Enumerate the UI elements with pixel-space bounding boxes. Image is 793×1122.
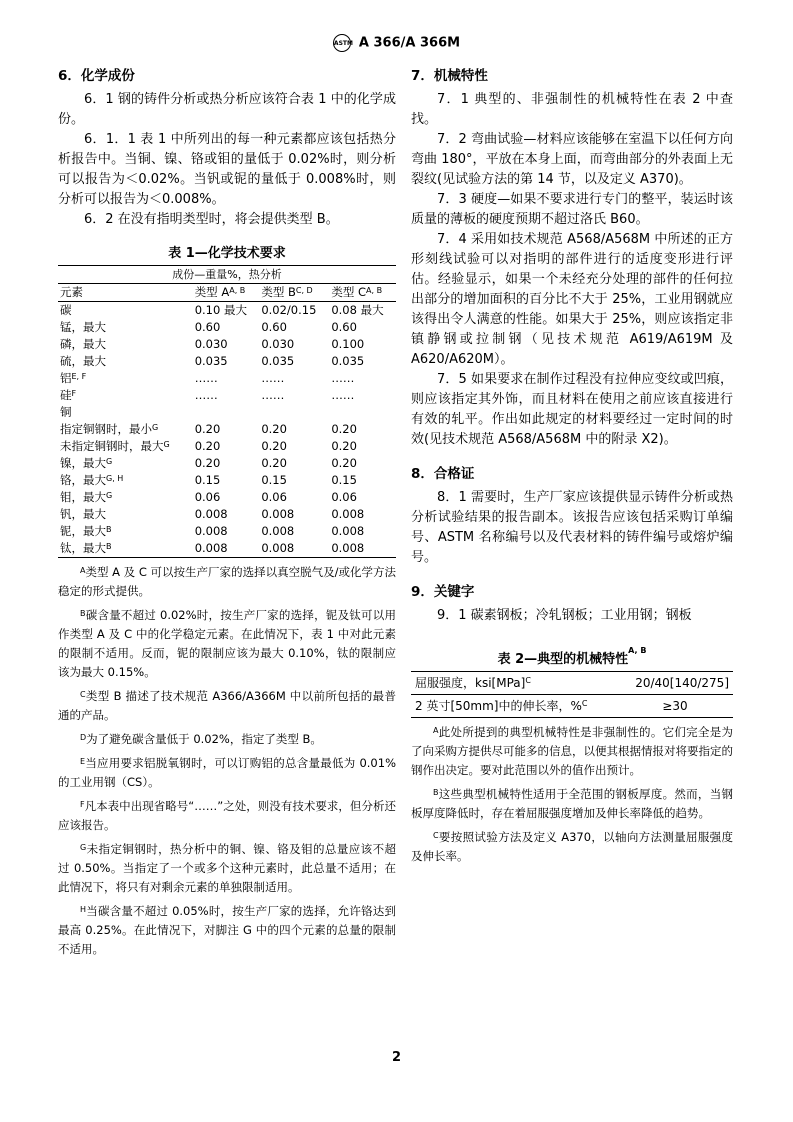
footnote: $^A$类型 A 及 C 可以按生产厂家的选择以真空脱气及/或化学方法稳定的形式提供。 <box>58 565 396 598</box>
section-8-title: 8．合格证 <box>411 466 475 482</box>
table1-header-row <box>58 284 396 302</box>
table1-row <box>58 438 396 455</box>
type-a-value: 0.06 <box>194 490 221 504</box>
type-a-value: …… <box>194 371 218 385</box>
table2-row1-value: 20/40[140/275] <box>617 672 733 695</box>
type-c-value: 0.20 <box>331 422 357 436</box>
type-b-value: …… <box>261 388 285 402</box>
type-c-value: 0.08 最大 <box>331 303 384 317</box>
type-a-value: 0.008 <box>193 540 260 558</box>
type-b-value: 0.60 <box>261 320 287 334</box>
type-b-value: 0.008 <box>261 524 295 538</box>
type-b-value: 0.030 <box>261 337 295 351</box>
type-c-value: 0.60 <box>331 320 357 334</box>
footnote: $^A$此处所提到的典型机械特性是非强制性的。它们完全是为了向采购方提供尽可能多的信息，以便其根据情报对将要指定的钢作出决定。要对此范围以外的值作出预计。 <box>411 725 733 777</box>
element-name: 钼，最大$^G$ <box>60 490 113 504</box>
type-a-value: 0.008 <box>194 507 228 521</box>
table1-row <box>58 319 396 336</box>
section-9-1: 9．1 碳素钢板；冷轧钢板；工业用钢；钢板 <box>437 608 692 623</box>
table1-row <box>58 421 396 438</box>
type-b-value: 0.15 <box>261 473 287 487</box>
type-a-value: 0.60 <box>194 320 221 334</box>
section-8-1: 8．1 需要时，生产厂家应该提供显示铸件分析或热分析试验结果的报告副本。该报告应该包括采购订单编号、ASTM 名称编号以及代表材料的铸件编号或熔炉编号。 <box>411 490 733 565</box>
table1 <box>58 265 396 558</box>
element-name: 磷，最大 <box>60 337 106 351</box>
table1-row <box>58 540 396 558</box>
footnote: $^D$为了避免碳含量低于 0.02%，指定了类型 B。 <box>80 732 322 746</box>
col-type-a: 类型 $A^{A, B}$ <box>193 284 260 302</box>
type-c-value: 0.008 <box>329 540 396 558</box>
section-6-2: 6．2 在没有指明类型时，将会提供类型 B。 <box>84 212 339 227</box>
element-name: 硅$^F$ <box>60 388 77 402</box>
footnote: $^B$这些典型机械特性适用于全范围的钢板厚度。然而，当钢板厚度降低时，存在着屈服强度增加及伸长率降低的趋势。 <box>411 787 733 820</box>
footnote: $^G$未指定铜钢时，热分析中的铜、镍、铬及钼的总量应该不超过 0.50%。当指定了一个或多个这种元素时，此总量不适用；在此情况下，将只有对剩余元素的单独限制适用。 <box>58 842 396 894</box>
type-a-value: 0.20 <box>194 439 221 453</box>
type-a-value: 0.10 最大 <box>194 303 247 317</box>
type-c-value: 0.20 <box>331 456 357 470</box>
table1-row <box>58 336 396 353</box>
type-c-value: 0.008 <box>331 507 365 521</box>
type-c-value: 0.008 <box>331 524 365 538</box>
type-b-value: 0.20 <box>261 422 287 436</box>
type-b-value: 0.20 <box>261 456 287 470</box>
type-a-value: 0.035 <box>194 354 228 368</box>
footnote: $^C$要按照试验方法及定义 A370，以轴向方法测量屈服强度及伸长率。 <box>411 830 733 863</box>
element-name: 铝$^{E, F}$ <box>60 371 87 385</box>
table1-row <box>58 455 396 472</box>
footnote: $^B$碳含量不超过 0.02%时，按生产厂家的选择，铌及钛可以用作类型 A 及 C 中的化学稳定元素。在此情况下，表 1 中对此元素的限制不适用。反而，铌的限制应该为最大 0.10%，钛的限制应该为最大 0.15%。 <box>58 608 396 679</box>
element-name: 钛，最大$^B$ <box>58 540 193 558</box>
type-c-value: 0.100 <box>331 337 365 351</box>
left-column <box>58 66 396 959</box>
section-7-5: 7．5 如果要求在制作过程没有拉伸应变纹或凹痕，则应该指定其外饰，而且材料在使用之前应该直接进行有效的轧平。作出如此规定的材料要经过一定时间的时效(见技术规范 A568/A568M 中的附录 X2)。 <box>411 372 733 447</box>
type-c-value: 0.035 <box>331 354 365 368</box>
type-b-value: 0.20 <box>261 439 287 453</box>
element-name: 铬，最大$^{G, H}$ <box>60 473 124 487</box>
table2-footnotes <box>411 723 733 866</box>
section-7-3: 7．3 硬度—如果不要求进行专门的整平，装运时该质量的薄板的硬度预期不超过洛氏 B60。 <box>411 192 733 227</box>
section-7-2: 7．2 弯曲试验—材料应该能够在室温下以任何方向弯曲 180°，平放在本身上面，而弯曲部分的外表面上无裂纹(见试验方法的第 14 节，以及定义 A370)。 <box>411 132 733 187</box>
type-a-value <box>193 404 260 421</box>
section-9-title: 9．关键字 <box>411 584 475 600</box>
type-a-value: 0.008 <box>194 524 228 538</box>
table1-row <box>58 353 396 370</box>
section-6-1-1: 6．1．1 表 1 中所列出的每一种元素都应该包括热分析报告中。当铜、镍、铬或钼的量低于 0.02%时，则分析可以报告为＜0.02%。当钒或铌的量低于 0.008%时，则分析可以报告为＜0.008%。 <box>58 132 396 207</box>
type-b-value: 0.008 <box>259 540 329 558</box>
type-a-value: 0.20 <box>194 456 221 470</box>
type-c-value <box>329 404 396 421</box>
element-name: 钒，最大 <box>60 507 106 521</box>
element-name: 铌，最大$^B$ <box>60 524 112 538</box>
type-c-value: …… <box>331 388 355 402</box>
table1-row <box>58 387 396 404</box>
type-b-value: 0.06 <box>261 490 287 504</box>
type-c-value: 0.15 <box>331 473 357 487</box>
type-b-value: 0.02/0.15 <box>261 303 317 317</box>
table1-row <box>58 302 396 320</box>
right-column <box>411 66 733 866</box>
page-number: 2 <box>391 1050 402 1065</box>
type-b-value <box>259 404 329 421</box>
element-name: 碳 <box>60 303 72 317</box>
type-c-value: …… <box>331 371 355 385</box>
table2-row <box>411 672 733 695</box>
type-c-value: 0.06 <box>331 490 357 504</box>
table1-title: 表 1—化学技术要求 <box>168 246 286 261</box>
footnote: $^H$当碳含量不超过 0.05%时，按生产厂家的选择，允许铬达到最高 0.25%。在此情况下，对脚注 G 中的四个元素的总量的限制不适用。 <box>58 904 396 956</box>
element-name: 硫，最大 <box>60 354 106 368</box>
section-7-title: 7．机械特性 <box>411 68 488 84</box>
section-6-title: 6．化学成份 <box>58 68 135 84</box>
section-7-1: 7．1 典型的、非强制性的机械特性在表 2 中查找。 <box>411 92 733 127</box>
table2-row <box>411 695 733 718</box>
col-type-b: 类型 $B^{C, D}$ <box>259 284 329 302</box>
type-a-value: …… <box>194 388 218 402</box>
table1-row <box>58 472 396 489</box>
element-name: 镍，最大$^G$ <box>60 456 113 470</box>
doc-code: A 366/A 366M <box>358 35 461 51</box>
element-name: 未指定铜钢时，最大$^G$ <box>60 439 170 453</box>
footnote: $^E$当应用要求铝脱氧钢时，可以订购铝的总含量最低为 0.01%的工业用钢（CS）。 <box>58 756 396 789</box>
table1-row <box>58 506 396 523</box>
element-name: 指定铜钢时，最小$^G$ <box>60 422 159 436</box>
table1-unit: 成份—重量%，热分析 <box>58 266 396 284</box>
type-b-value: 0.035 <box>261 354 295 368</box>
type-b-value: …… <box>261 371 285 385</box>
type-c-value: 0.20 <box>331 439 357 453</box>
footnote: $^C$类型 B 描述了技术规范 A366/A366M 中以前所包括的最普通的产品。 <box>58 689 396 722</box>
table2 <box>411 671 733 718</box>
col-element: 元素 <box>58 284 193 302</box>
element-name: 铜 <box>60 405 72 419</box>
page-header <box>0 34 793 52</box>
footnote: $^F$凡本表中出现省略号“……”之处，则没有技术要求，但分析还应该报告。 <box>58 799 396 832</box>
type-a-value: 0.030 <box>194 337 228 351</box>
element-name: 锰，最大 <box>60 320 106 334</box>
table2-row2-value: ≥30 <box>617 695 733 718</box>
type-a-value: 0.20 <box>194 422 221 436</box>
table1-footnotes <box>58 563 396 959</box>
col-type-c: 类型 $C^{A, B}$ <box>329 284 396 302</box>
table2-row1-label: 屈服强度，ksi[MPa]$^C$ <box>411 672 617 695</box>
section-6-1: 6．1 钢的铸件分析或热分析应该符合表 1 中的化学成份。 <box>58 92 396 127</box>
astm-logo-icon: ASTM <box>333 34 351 52</box>
table1-row <box>58 404 396 421</box>
table1-row <box>58 370 396 387</box>
table2-row2-label: 2 英寸[50mm]中的伸长率，%$^C$ <box>411 695 617 718</box>
section-7-4: 7．4 采用如技术规范 A568/A568M 中所述的正方形刻线试验可以对指明的部件进行的适度变形进行评估。经验显示，如果一个未经充分处理的部件的任何拉出部分的增加面积的百分比不大于 25%，工业用钢就应该得出令人满意的性能。如果大于 25%，则应该指定非镇静钢或拉制钢（见技术规范 A619/A619M 及 A620/A620M）。 <box>411 232 733 367</box>
table1-row <box>58 523 396 540</box>
type-b-value: 0.008 <box>261 507 295 521</box>
type-a-value: 0.15 <box>194 473 221 487</box>
table2-title: 表 2—典型的机械特性$^{A, B}$ <box>497 646 647 667</box>
table1-row <box>58 489 396 506</box>
